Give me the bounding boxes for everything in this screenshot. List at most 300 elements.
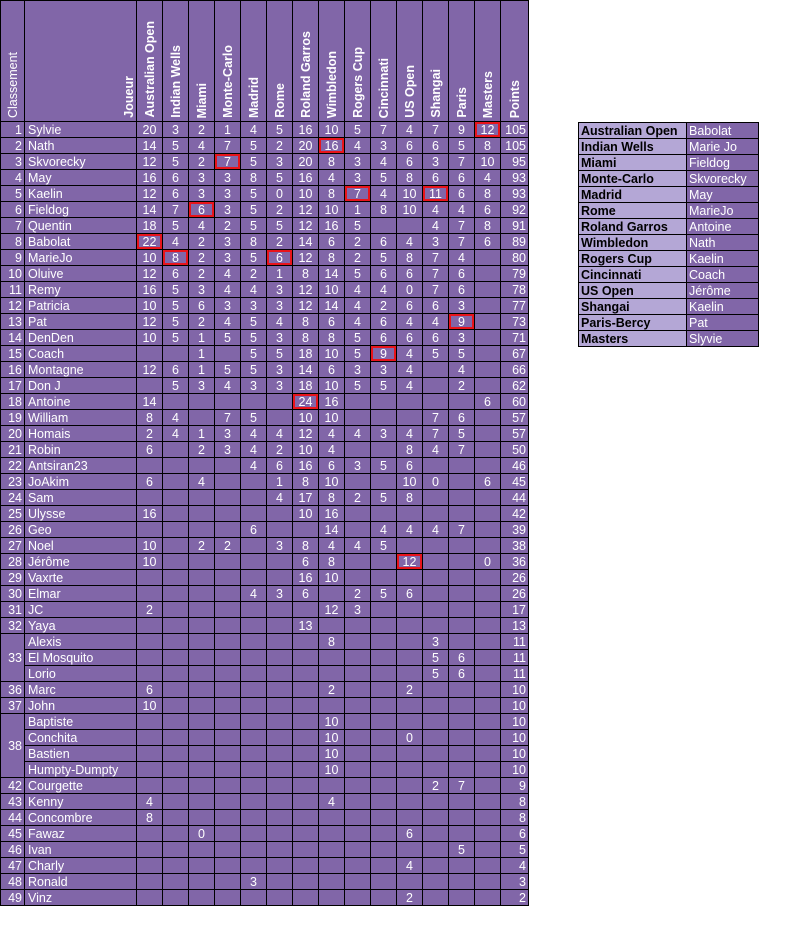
score-cell: 5 [449,346,475,362]
score-cell: 3 [449,330,475,346]
score-cell [345,730,371,746]
score-cell [345,554,371,570]
score-cell: 5 [163,154,189,170]
score-cell: 8 [241,170,267,186]
score-cell: 7 [215,154,241,170]
rank-cell: 43 [1,794,25,810]
score-cell [137,890,163,906]
winner-tournament: Rome [579,203,687,219]
score-cell [293,698,319,714]
score-cell [423,586,449,602]
points-cell: 38 [501,538,529,554]
score-cell: 11 [423,186,449,202]
score-cell: 5 [267,346,293,362]
score-cell [345,842,371,858]
score-cell: 4 [319,538,345,554]
header-points [501,1,529,122]
table-row [1,682,529,698]
score-cell [267,826,293,842]
score-cell: 6 [397,138,423,154]
score-cell [371,890,397,906]
score-cell: 7 [449,522,475,538]
score-cell [267,602,293,618]
winner-name: Marie Jo [687,139,759,155]
score-cell: 5 [371,586,397,602]
score-cell [475,714,501,730]
score-cell: 16 [319,394,345,410]
score-cell [449,538,475,554]
score-cell: 4 [345,298,371,314]
score-cell [449,682,475,698]
score-cell: 2 [267,138,293,154]
player-cell: Vaxrte [25,570,137,586]
score-cell: 4 [319,170,345,186]
table-row [1,618,529,634]
header-points-label: Points [507,79,522,118]
score-cell: 3 [371,362,397,378]
score-cell: 6 [293,554,319,570]
rank-cell: 6 [1,202,25,218]
score-cell: 6 [163,266,189,282]
score-cell [371,858,397,874]
header-tournament [345,1,371,122]
score-cell [397,874,423,890]
score-cell: 2 [371,298,397,314]
score-cell [449,874,475,890]
score-cell: 6 [449,186,475,202]
score-cell [449,506,475,522]
rank-cell: 48 [1,874,25,890]
score-cell: 4 [423,202,449,218]
score-cell: 12 [293,202,319,218]
score-cell: 16 [293,458,319,474]
score-cell: 3 [189,378,215,394]
header-tournament [397,1,423,122]
score-cell [137,650,163,666]
score-cell: 4 [475,170,501,186]
score-cell: 7 [449,154,475,170]
score-cell: 3 [241,874,267,890]
score-cell [475,794,501,810]
score-cell: 6 [475,394,501,410]
score-cell: 3 [241,378,267,394]
score-cell [163,538,189,554]
score-cell [241,746,267,762]
table-row [1,154,529,170]
score-cell: 2 [449,378,475,394]
points-cell: 9 [501,778,529,794]
score-cell: 5 [423,666,449,682]
score-cell: 0 [397,730,423,746]
rank-cell: 37 [1,698,25,714]
score-cell [137,570,163,586]
score-cell [215,842,241,858]
score-cell: 10 [319,122,345,138]
score-cell: 5 [241,362,267,378]
score-cell [319,650,345,666]
winner-name: Coach [687,267,759,283]
score-cell: 6 [423,298,449,314]
score-cell: 6 [475,202,501,218]
score-cell: 3 [215,186,241,202]
score-cell: 17 [293,490,319,506]
score-cell [345,666,371,682]
points-cell: 73 [501,314,529,330]
score-cell: 4 [163,426,189,442]
score-cell [475,810,501,826]
score-cell: 5 [163,218,189,234]
points-cell: 66 [501,362,529,378]
score-cell [449,634,475,650]
score-cell [475,458,501,474]
score-cell [423,746,449,762]
score-cell: 3 [423,234,449,250]
score-cell [423,890,449,906]
score-cell: 6 [319,314,345,330]
points-cell: 71 [501,330,529,346]
rank-cell: 31 [1,602,25,618]
points-cell: 2 [501,890,529,906]
score-cell: 5 [345,122,371,138]
rank-cell: 11 [1,282,25,298]
score-cell [397,218,423,234]
rank-cell: 5 [1,186,25,202]
score-cell [371,394,397,410]
score-cell [189,810,215,826]
points-cell: 62 [501,378,529,394]
score-cell [267,666,293,682]
score-cell [475,730,501,746]
score-cell: 6 [423,138,449,154]
score-cell [475,362,501,378]
player-cell: William [25,410,137,426]
score-cell [267,714,293,730]
points-cell: 5 [501,842,529,858]
score-cell [449,714,475,730]
score-cell [475,778,501,794]
score-cell: 7 [423,426,449,442]
player-cell: Kenny [25,794,137,810]
score-cell [189,794,215,810]
header-tournament-label: Cincinnati [376,57,391,118]
score-cell: 2 [397,890,423,906]
table-row [1,490,529,506]
score-cell: 3 [215,298,241,314]
rank-cell: 42 [1,778,25,794]
score-cell: 6 [449,170,475,186]
header-tournament [241,1,267,122]
score-cell: 12 [293,218,319,234]
winner-row [579,171,759,187]
score-cell [371,730,397,746]
player-cell: Sam [25,490,137,506]
score-cell [293,682,319,698]
score-cell: 6 [397,458,423,474]
score-cell: 12 [137,266,163,282]
score-cell [267,842,293,858]
score-cell [293,666,319,682]
score-cell: 6 [397,826,423,842]
points-cell: 17 [501,602,529,618]
score-cell [215,890,241,906]
score-cell [475,538,501,554]
score-cell: 10 [319,410,345,426]
score-cell [319,666,345,682]
rank-cell: 49 [1,890,25,906]
table-row [1,874,529,890]
table-row [1,714,529,730]
score-cell [397,666,423,682]
score-cell: 10 [137,554,163,570]
score-cell: 5 [241,346,267,362]
score-cell: 20 [293,138,319,154]
player-cell: JC [25,602,137,618]
score-cell [163,602,189,618]
score-cell [163,714,189,730]
score-cell: 5 [371,490,397,506]
score-cell: 12 [293,282,319,298]
score-cell [241,826,267,842]
winner-row [579,187,759,203]
score-cell: 8 [293,474,319,490]
score-cell: 10 [293,186,319,202]
score-cell: 10 [319,746,345,762]
score-cell [449,458,475,474]
score-cell [475,698,501,714]
score-cell [189,586,215,602]
score-cell: 10 [293,506,319,522]
winner-row [579,299,759,315]
player-cell: Coach [25,346,137,362]
score-cell: 0 [267,186,293,202]
score-cell: 16 [293,170,319,186]
score-cell [319,826,345,842]
score-cell: 4 [371,522,397,538]
player-cell: Remy [25,282,137,298]
table-row [1,330,529,346]
score-cell [397,538,423,554]
score-cell: 6 [423,170,449,186]
score-cell [241,666,267,682]
score-cell: 4 [345,538,371,554]
score-cell [475,602,501,618]
table-row [1,730,529,746]
player-cell: Kaelin [25,186,137,202]
score-cell [267,858,293,874]
header-tournament [475,1,501,122]
winner-tournament: Paris-Bercy [579,315,687,331]
score-cell [267,794,293,810]
rank-cell: 47 [1,858,25,874]
score-cell [449,618,475,634]
rank-cell: 32 [1,618,25,634]
score-cell [267,650,293,666]
player-cell: Homais [25,426,137,442]
points-cell: 6 [501,826,529,842]
score-cell: 3 [345,154,371,170]
score-cell: 3 [267,538,293,554]
score-cell [371,506,397,522]
score-cell [371,570,397,586]
score-cell: 12 [319,602,345,618]
score-cell [215,602,241,618]
rank-cell: 29 [1,570,25,586]
player-cell: Antoine [25,394,137,410]
score-cell [423,698,449,714]
header-tournament-label: Madrid [246,77,261,118]
score-cell: 6 [137,682,163,698]
score-cell [293,874,319,890]
score-cell [319,890,345,906]
header-tournament-label: Roland Garros [298,31,313,118]
score-cell [189,714,215,730]
player-cell: Ronald [25,874,137,890]
points-cell: 10 [501,714,529,730]
score-cell: 5 [241,314,267,330]
score-cell [423,794,449,810]
score-cell: 2 [215,538,241,554]
score-cell: 7 [449,234,475,250]
score-cell [241,682,267,698]
score-cell: 5 [345,378,371,394]
score-cell [475,442,501,458]
score-cell [189,554,215,570]
player-cell: Robin [25,442,137,458]
header-tournament [449,1,475,122]
rank-cell: 1 [1,122,25,138]
winner-row [579,219,759,235]
table-row [1,394,529,410]
score-cell: 4 [449,202,475,218]
score-cell [163,346,189,362]
score-cell [241,554,267,570]
player-cell: Yaya [25,618,137,634]
score-cell: 3 [423,634,449,650]
player-cell: Babolat [25,234,137,250]
player-cell: Quentin [25,218,137,234]
score-cell [241,858,267,874]
score-cell: 4 [371,186,397,202]
header-tournament-label: Wimbledon [324,50,339,118]
score-cell [137,874,163,890]
score-cell: 4 [397,858,423,874]
rank-cell: 13 [1,314,25,330]
points-cell: 92 [501,202,529,218]
rank-cell: 33 [1,634,25,682]
table-row [1,346,529,362]
score-cell [189,874,215,890]
score-cell: 16 [319,138,345,154]
winner-row [579,203,759,219]
points-cell: 105 [501,138,529,154]
winner-row [579,267,759,283]
rank-cell: 17 [1,378,25,394]
score-cell [423,762,449,778]
score-cell [267,890,293,906]
score-cell [371,826,397,842]
score-cell [475,314,501,330]
score-cell: 8 [397,442,423,458]
score-cell: 7 [423,282,449,298]
score-cell [241,634,267,650]
score-cell: 6 [475,234,501,250]
player-cell: Sylvie [25,122,137,138]
score-cell: 4 [241,586,267,602]
score-cell: 4 [319,794,345,810]
score-cell: 6 [397,154,423,170]
score-cell [371,618,397,634]
score-cell: 7 [371,122,397,138]
score-cell [475,666,501,682]
score-cell: 4 [371,282,397,298]
score-cell [475,890,501,906]
score-cell [137,378,163,394]
score-cell [345,506,371,522]
score-cell: 4 [189,474,215,490]
score-cell: 8 [475,138,501,154]
score-cell [189,410,215,426]
score-cell [371,794,397,810]
player-cell: Fawaz [25,826,137,842]
score-cell [215,586,241,602]
score-cell: 14 [137,202,163,218]
header-tournament [267,1,293,122]
score-cell [371,650,397,666]
score-cell [371,218,397,234]
score-cell [293,858,319,874]
rank-cell: 16 [1,362,25,378]
score-cell: 7 [423,250,449,266]
score-cell [293,650,319,666]
score-cell: 2 [189,122,215,138]
score-cell [163,778,189,794]
points-cell: 79 [501,266,529,282]
table-row [1,826,529,842]
score-cell [137,346,163,362]
score-cell: 4 [397,314,423,330]
score-cell: 8 [319,154,345,170]
score-cell [449,762,475,778]
score-cell: 3 [241,298,267,314]
score-cell [163,394,189,410]
points-cell: 45 [501,474,529,490]
points-cell: 60 [501,394,529,410]
score-cell [163,618,189,634]
table-row [1,666,529,682]
table-row [1,378,529,394]
score-cell: 10 [397,474,423,490]
score-cell [371,554,397,570]
score-cell [241,730,267,746]
score-cell: 3 [345,170,371,186]
score-cell: 3 [371,138,397,154]
score-cell [189,650,215,666]
score-cell: 5 [371,378,397,394]
score-cell: 14 [137,138,163,154]
score-cell: 5 [345,266,371,282]
winner-tournament: Rogers Cup [579,251,687,267]
score-cell [345,890,371,906]
score-cell [345,794,371,810]
score-cell: 4 [267,426,293,442]
score-cell [293,522,319,538]
score-cell: 16 [137,506,163,522]
score-cell [397,778,423,794]
score-cell: 6 [371,266,397,282]
score-cell [189,394,215,410]
score-cell: 5 [215,362,241,378]
header-tournament [293,1,319,122]
